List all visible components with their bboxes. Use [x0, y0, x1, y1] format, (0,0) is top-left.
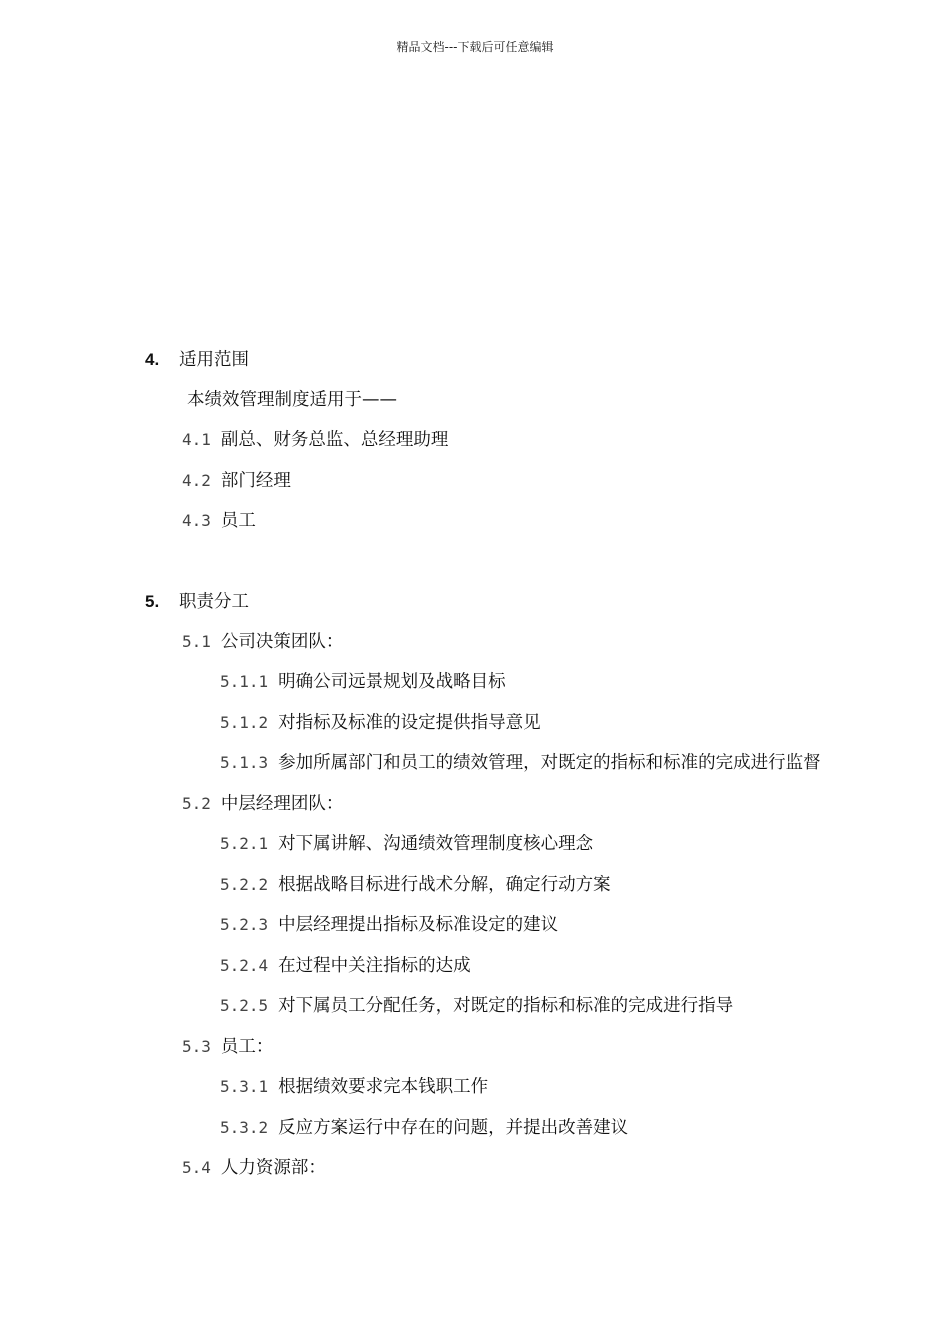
subsection-5-3	[182, 1035, 273, 1059]
item-text: 副总、财务总监、总经理助理	[220, 430, 449, 450]
item-text: 明确公司远景规划及战略目标	[278, 672, 506, 692]
item-text: 反应方案运行中存在的问题，并提出改善建议	[278, 1118, 629, 1138]
page-header: 精品文档---下载后可任意编辑	[396, 40, 554, 54]
list-item	[182, 509, 256, 533]
list-item	[220, 954, 471, 978]
list-item	[220, 711, 541, 735]
item-number: 4.1	[182, 430, 211, 449]
item-number: 5.1.1	[220, 672, 269, 691]
item-number: 5.1.2	[220, 713, 269, 732]
list-item	[220, 1116, 628, 1140]
item-text: 对下属讲解、沟通绩效管理制度核心理念	[278, 834, 594, 854]
list-item	[220, 832, 593, 856]
item-text: 中层经理团队：	[220, 794, 344, 814]
item-number: 5.1	[182, 632, 211, 651]
item-text: 人力资源部：	[220, 1158, 326, 1178]
item-number: 5.3.2	[220, 1118, 269, 1137]
section-number: 4.	[145, 350, 160, 369]
item-number: 5.1.3	[220, 753, 269, 772]
item-number: 5.2.4	[220, 956, 269, 975]
list-item	[220, 913, 558, 937]
subsection-5-1	[182, 630, 343, 654]
item-text: 根据绩效要求完本钱职工作	[278, 1077, 489, 1097]
section-number: 5.	[145, 592, 160, 611]
item-number: 5.3	[182, 1037, 211, 1056]
section-4-intro: 本绩效管理制度适用于——	[187, 390, 397, 410]
item-text: 参加所属部门和员工的绩效管理，对既定的指标和标准的完成进行监督	[278, 753, 821, 773]
item-text: 根据战略目标进行战术分解，确定行动方案	[278, 875, 611, 895]
list-item	[220, 751, 821, 775]
item-number: 5.3.1	[220, 1077, 269, 1096]
item-number: 4.3	[182, 511, 211, 530]
subsection-5-2	[182, 792, 343, 816]
list-item	[220, 1075, 488, 1099]
section-title: 适用范围	[179, 350, 249, 370]
section-4-heading	[145, 348, 249, 372]
item-text: 对指标及标准的设定提供指导意见	[278, 713, 541, 733]
item-number: 4.2	[182, 471, 211, 490]
list-item	[220, 994, 733, 1018]
item-number: 5.2.1	[220, 834, 269, 853]
item-text: 对下属员工分配任务，对既定的指标和标准的完成进行指导	[278, 996, 734, 1016]
subsection-5-4	[182, 1156, 326, 1180]
item-number: 5.2.2	[220, 875, 269, 894]
item-text: 在过程中关注指标的达成	[278, 956, 471, 976]
item-text: 中层经理提出指标及标准设定的建议	[278, 915, 559, 935]
item-text: 部门经理	[220, 471, 291, 491]
item-number: 5.2.3	[220, 915, 269, 934]
list-item	[220, 873, 611, 897]
section-title: 职责分工	[179, 592, 249, 612]
item-text: 员工：	[220, 1037, 274, 1057]
item-number: 5.2	[182, 794, 211, 813]
item-number: 5.4	[182, 1158, 211, 1177]
list-item	[220, 670, 506, 694]
item-text: 公司决策团队：	[220, 632, 344, 652]
section-5-heading	[145, 590, 249, 614]
item-number: 5.2.5	[220, 996, 269, 1015]
item-text: 员工	[220, 511, 256, 531]
list-item	[182, 428, 448, 452]
list-item	[182, 469, 291, 493]
